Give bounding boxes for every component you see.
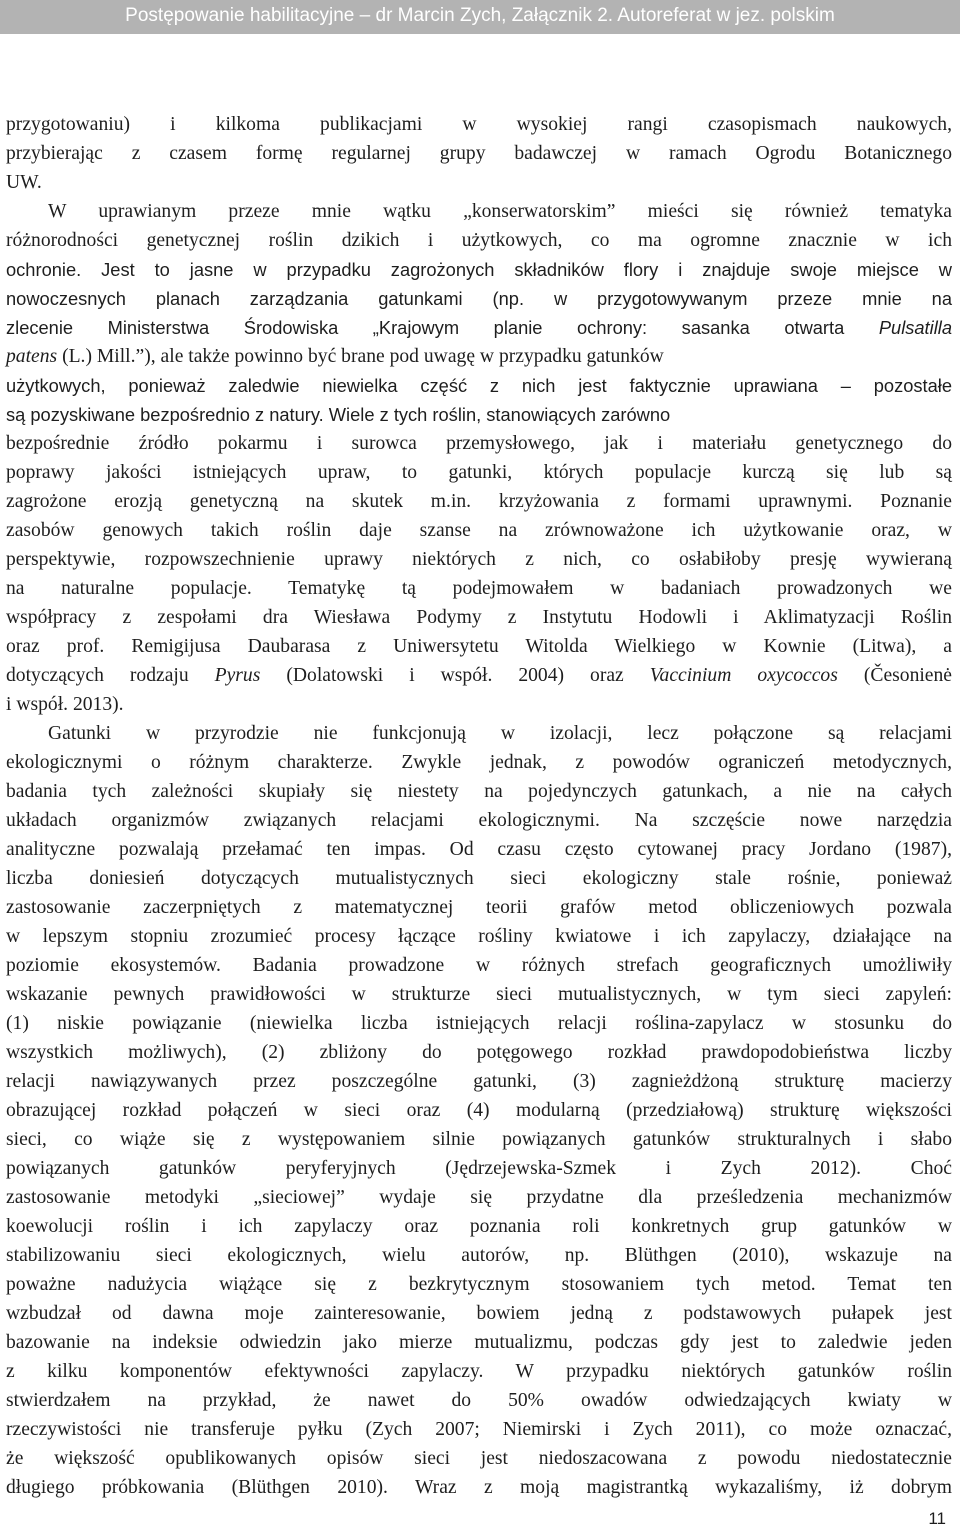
text-line: wskazanie pewnych prawidłowości w strukturze sieci mutualistycznych, w tym sieci zapyleń: [6,984,952,1005]
text-line: bazowanie na indeksie odwiedzin jako mierze mutualizmu, podczas gdy jest to zaledwie jeden [6,1332,952,1353]
text-line: poprawy jakości istniejących upraw, to gatunki, których populacje kurczą się lub są [6,462,952,483]
text-line: wszystkich możliwych), (2) zbliżony do potęgowego rozkład prawdopodobieństwa liczby [6,1042,952,1063]
italic-species-epithet: patens [6,346,58,367]
text-line: i współ. 2013). [6,694,124,715]
text-span: dotyczących rodzaju [6,665,215,686]
text-line: że większość opublikowanych opisów sieci jest niedoszacowana z powodu niedostatecznie [6,1448,952,1469]
text-line: bezpośrednie źródło pokarmu i surowca przemysłowego, jak i materiału genetycznego do [6,433,952,454]
text-span: (Česonienė [863,665,953,686]
text-line: poziomie ekosystemów. Badania prowadzone w różnych strefach geograficznych umożliwiły [6,955,952,976]
text-line: zastosowanie metodyki „sieciowej” wydaje się przydatne dla prześledzenia mechanizmów [6,1187,952,1208]
text-line: użytkowych, ponieważ zaledwie niewielka część z nich jest faktycznie uprawiana – pozostałe [6,375,952,396]
italic-species-name: Pulsatilla [878,317,952,338]
text-line: długiego próbkowania (Blüthgen 2010). Wraz z moją magistrantką wykazaliśmy, iż dobrym [6,1477,952,1498]
text-line [6,313,952,342]
text-line: różnorodności genetycznej roślin dzikich i użytkowych, co ma ogromne znacznie w ich [6,230,952,251]
text-line: ochronie. Jest to jasne w przypadku zagrożonych składników flory i znajduje swoje miejsce w [6,259,952,280]
text-line [6,342,952,371]
running-header-title: Postępowanie habilitacyjne – dr Marcin Zych, Załącznik 2. Autoreferat w jez. polskim [125,5,835,26]
paragraph-start-line: W uprawianym przeze mnie wątku „konserwatorskim” mieści się również tematyka [48,201,952,222]
text-line [6,661,952,690]
text-line: zagrożone erozją genetyczną na skutek m.in. krzyżowania z formami uprawnymi. Poznanie [6,491,952,512]
text-line: analityczne pozwalają przełamać ten impas. Od czasu często cytowanej pracy Jordano (1987), [6,839,952,860]
italic-species-name: Vaccinium oxycoccos [649,665,838,686]
text-line: oraz prof. Remigijusa Daubarasa z Uniwersytetu Witolda Wielkiego w Kownie (Litwa), a [6,636,952,657]
document-body [6,110,952,1531]
text-line: liczba doniesień dotyczących mutualistycznych sieci ekologiczny stale rośnie, ponieważ [6,868,952,889]
text-line: rzeczywistości nie transferuje pyłku (Zych 2007; Niemirski i Zych 2011), co może oznaczać, [6,1419,952,1440]
text-line: na naturalne populacje. Tematykę tą podejmowałem w badaniach prowadzonych we [6,578,952,599]
text-line: zastosowanie zaczerpniętych z matematycznej teorii grafów metod obliczeniowych pozwala [6,897,952,918]
text-line: stwierdzałem na przykład, że nawet do 50% owadów odwiedzających kwiaty w [6,1390,952,1411]
paragraph-start-line: Gatunki w przyrodzie nie funkcjonują w izolacji, lecz połączone są relacjami [48,723,952,744]
text-line: nowoczesnych planach zarządzania gatunkami (np. w przygotowywanym przeze mnie na [6,288,952,309]
text-line: (1) niskie powiązanie (niewielka liczba istniejących relacji roślina-zapylacz w stosunku do [6,1013,952,1034]
text-line: są pozyskiwane bezpośrednio z natury. Wiele z tych roślin, stanowiących zarówno [6,404,671,425]
text-line: zasobów genowych takich roślin daje szanse na zrównoważone ich użytkowanie oraz, w [6,520,952,541]
text-line: stabilizowaniu sieci ekologicznych, wielu autorów, np. Blüthgen (2010), wskazuje na [6,1245,952,1266]
text-line: w lepszym stopniu zrozumieć procesy łączące rośliny kwiatowe i ich zapylaczy, działające na [6,926,952,947]
text-span: (Dolatowski i współ. 2004) oraz [286,665,650,686]
italic-genus-name: Pyrus [214,665,261,686]
text-line: UW. [6,172,42,193]
page-number: 11 [928,1509,946,1528]
text-line: perspektywie, rozpowszechnienie uprawy niektórych z nich, co osłabiłoby presję wywieraną [6,549,952,570]
text-span: zlecenie Ministerstwa Środowiska „Krajowym planie ochrony: sasanka otwarta [6,317,879,338]
text-line: obrazującej rozkład połączeń w sieci oraz (4) modularną (przedziałową) strukturę większości [6,1100,952,1121]
text-line: układach organizmów związanych relacjami ekologicznymi. Na szczęście nowe narzędzia [6,810,952,831]
text-line: przybierając z czasem formę regularnej grupy badawczej w ramach Ogrodu Botanicznego [6,143,952,164]
text-line: poważne nadużycia wiążące się z bezkrytycznym stosowaniem tych metod. Temat ten [6,1274,952,1295]
text-line: relacji nawiązywanych przez poszczególne gatunki, (3) zagnieżdżoną strukturę macierzy [6,1071,952,1092]
text-line: badania tych zależności skupiały się niestety na pojedynczych gatunkach, a nie na całych [6,781,952,802]
text-line: wzbudzał od dawna moje zainteresowanie, bowiem jedną z podstawowych pułapek jest [6,1303,952,1324]
text-line: koewolucji roślin i ich zapylaczy oraz poznania roli konkretnych grup gatunków w [6,1216,952,1237]
text-span: (L.) Mill.”), ale także powinno być brane pod uwagę w przypadku gatunków [62,346,664,367]
text-line: sieci, co wiąże się z występowaniem silnie powiązanych gatunków strukturalnych i słabo [6,1129,952,1150]
text-line: powiązanych gatunków peryferyjnych (Jędrzejewska-Szmek i Zych 2012). Choć [6,1158,952,1179]
text-line: współpracy z zespołami dra Wiesława Podymy z Instytutu Hodowli i Aklimatyzacji Roślin [6,607,952,628]
text-line: przygotowaniu) i kilkoma publikacjami w wysokiej rangi czasopismach naukowych, [6,114,952,135]
text-line: z kilku komponentów efektywności zapylaczy. W przypadku niektórych gatunków roślin [6,1361,952,1382]
text-line: ekologicznymi o różnym charakterze. Zwykle jednak, z powodów ograniczeń metodycznych, [6,752,952,773]
text-line [6,1502,952,1531]
